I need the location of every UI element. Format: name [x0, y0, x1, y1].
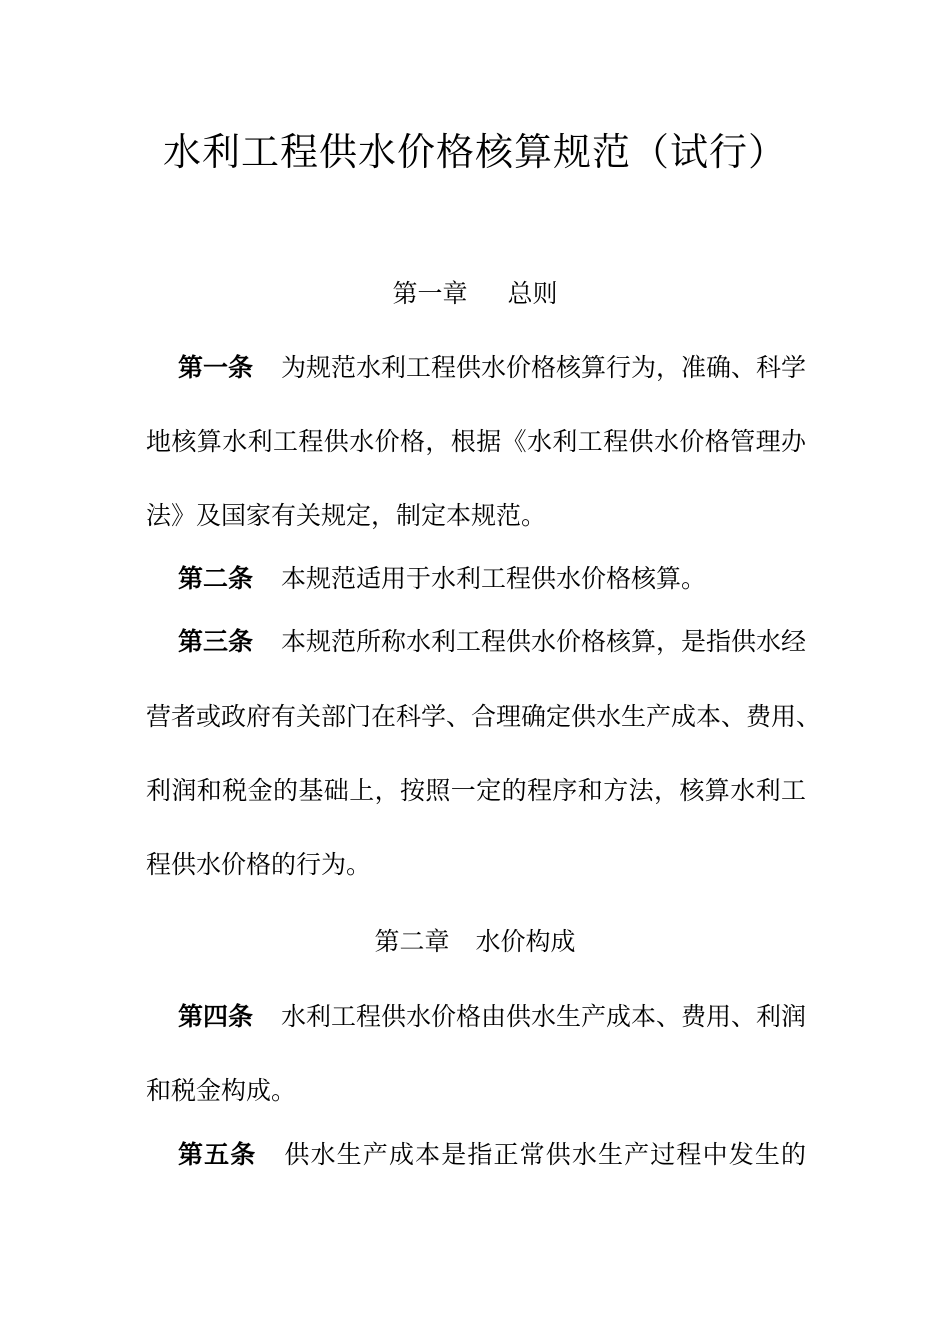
article-3-line-4: 程供水价格的行为。 [146, 850, 372, 879]
chapter-name: 总则 [507, 279, 558, 308]
chapter-heading-2 [0, 925, 950, 959]
article-3-line-2: 营者或政府有关部门在科学、合理确定供水生产成本、费用、 [146, 702, 822, 731]
article-label: 第五条 [178, 1140, 257, 1169]
chapter-heading-1 [0, 277, 950, 311]
article-1-line-2: 地核算水利工程供水价格，根据《水利工程供水价格管理办 [146, 427, 806, 456]
article-text: 本规范适用于水利工程供水价格核算。 [281, 564, 707, 593]
article-2-line-1 [178, 562, 806, 596]
article-label: 第四条 [178, 1002, 254, 1031]
chapter-number: 第二章 [374, 927, 450, 956]
article-1-line-1 [178, 351, 806, 385]
article-label: 第三条 [178, 627, 254, 656]
article-text: 供水生产成本是指正常供水生产过程中发生的 [284, 1140, 806, 1169]
chapter-number: 第一章 [392, 279, 468, 308]
article-4-line-2: 和税金构成。 [146, 1076, 297, 1105]
document-title: 水利工程供水价格核算规范（试行） [162, 130, 787, 174]
article-3-line-3: 利润和税金的基础上，按照一定的程序和方法，核算水利工 [146, 776, 806, 805]
article-text: 为规范水利工程供水价格核算行为，准确、科学 [281, 353, 807, 382]
article-label: 第二条 [178, 564, 254, 593]
article-text: 本规范所称水利工程供水价格核算，是指供水经 [281, 627, 807, 656]
article-label: 第一条 [178, 353, 254, 382]
article-5-line-1 [178, 1138, 806, 1172]
article-1-line-3: 法》及国家有关规定，制定本规范。 [146, 501, 547, 530]
chapter-name: 水价构成 [475, 927, 576, 956]
article-4-line-1 [178, 1000, 806, 1034]
article-3-line-1 [178, 625, 806, 659]
article-text: 水利工程供水价格由供水生产成本、费用、利润 [281, 1002, 807, 1031]
